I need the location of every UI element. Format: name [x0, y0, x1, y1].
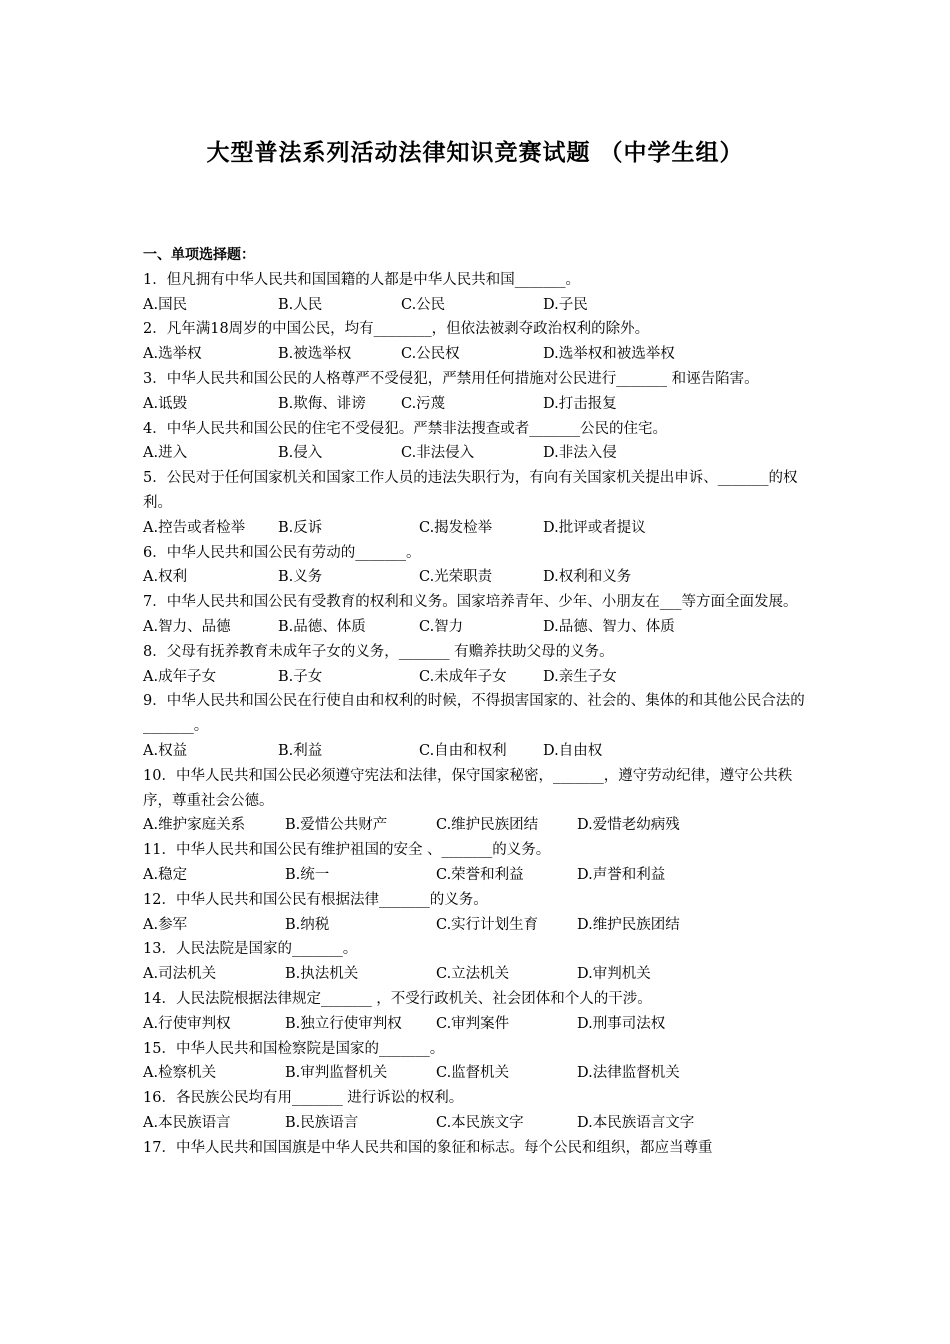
- option-b: B.欺侮、诽谤: [278, 395, 366, 412]
- option-a: A.参军: [143, 916, 188, 933]
- option-row: [143, 962, 813, 987]
- option-b: B.品德、体质: [278, 618, 366, 635]
- option-row: [143, 863, 813, 888]
- option-c: C.非法侵入: [401, 445, 475, 462]
- option-d: D.刑事司法权: [577, 1015, 666, 1032]
- option-d: D.审判机关: [577, 966, 651, 983]
- option-d: D.批评或者提议: [543, 519, 646, 536]
- option-a: A.维护家庭关系: [143, 817, 246, 834]
- option-c: C.揭发检举: [419, 519, 493, 536]
- question-text: 3．中华人民共和国公民的人格尊严不受侵犯，严禁用任何措施对公民进行_______ 和诬告陷害。: [143, 370, 759, 387]
- option-c: C.实行计划生育: [436, 916, 539, 933]
- option-d: D.声誉和利益: [577, 866, 666, 883]
- option-row: [143, 342, 813, 367]
- option-c: C.公民权: [401, 346, 460, 363]
- option-b: B.爱惜公共财产: [285, 817, 388, 834]
- option-c: C.审判案件: [436, 1015, 510, 1032]
- option-c: C.污蔑: [401, 395, 446, 412]
- option-b: B.义务: [278, 569, 323, 586]
- option-a: A.检察机关: [143, 1065, 217, 1082]
- option-c: C.智力: [419, 618, 464, 635]
- option-c: C.本民族文字: [436, 1114, 524, 1131]
- option-row: [143, 293, 813, 318]
- option-c: C.公民: [401, 296, 446, 313]
- question-text: 6．中华人民共和国公民有劳动的_______。: [143, 544, 421, 561]
- option-row: [143, 392, 813, 417]
- option-b: B.子女: [278, 668, 323, 685]
- option-row: [143, 516, 813, 541]
- question-text: 4．中华人民共和国公民的住宅不受侵犯。严禁非法搜查或者_______公民的住宅。: [143, 420, 667, 437]
- option-a: A.选举权: [143, 346, 202, 363]
- option-a: A.稳定: [143, 866, 188, 883]
- option-b: B.反诉: [278, 519, 323, 536]
- option-c: C.维护民族团结: [436, 817, 539, 834]
- option-a: A.诋毁: [143, 395, 188, 412]
- option-b: B.侵入: [278, 445, 323, 462]
- option-d: D.子民: [543, 296, 588, 313]
- question-text: 16．各民族公民均有用_______ 进行诉讼的权利。: [143, 1090, 464, 1107]
- option-row: [143, 1111, 813, 1136]
- option-c: C.荣誉和利益: [436, 866, 524, 883]
- option-row: [143, 665, 813, 690]
- option-d: D.本民族语言文字: [577, 1114, 695, 1131]
- question-text: 1．但凡拥有中华人民共和国国籍的人都是中华人民共和国_______。: [143, 271, 580, 288]
- question-text: 11．中华人民共和国公民有维护祖国的安全 、_______的义务。: [143, 842, 551, 859]
- question-text: 8．父母有抚养教育未成年子女的义务，_______ 有赡养扶助父母的义务。: [143, 643, 614, 660]
- option-b: B.民族语言: [285, 1114, 359, 1131]
- option-b: B.独立行使审判权: [285, 1015, 402, 1032]
- question-text: 5．公民对于任何国家机关和国家工作人员的违法失职行为，有向有关国家机关提出申诉、_______的权利。: [143, 470, 798, 511]
- section-heading: 一、单项选择题：: [143, 247, 255, 263]
- option-b: B.人民: [278, 296, 323, 313]
- option-a: A.行使审判权: [143, 1015, 231, 1032]
- option-b: B.统一: [285, 866, 330, 883]
- option-a: A.国民: [143, 296, 188, 313]
- option-row: [143, 615, 813, 640]
- question-text: 12．中华人民共和国公民有根据法律_______的义务。: [143, 891, 488, 908]
- option-c: C.自由和权利: [419, 742, 507, 759]
- option-d: D.维护民族团结: [577, 916, 680, 933]
- option-d: D.非法入侵: [543, 445, 617, 462]
- option-row: [143, 565, 813, 590]
- option-c: C.监督机关: [436, 1065, 510, 1082]
- question-text: 10．中华人民共和国公民必须遵守宪法和法律，保守国家秘密，_______，遵守劳动纪律，遵守公共秩序，尊重社会公德。: [143, 767, 793, 809]
- option-d: D.自由权: [543, 742, 603, 759]
- option-d: D.亲生子女: [543, 668, 617, 685]
- option-d: D.品德、智力、体质: [543, 618, 675, 635]
- question-text: 15．中华人民共和国检察院是国家的_______。: [143, 1040, 445, 1057]
- question-text: 17．中华人民共和国国旗是中华人民共和国的象征和标志。每个公民和组织，都应当尊重: [143, 1139, 713, 1156]
- option-b: B.利益: [278, 742, 323, 759]
- option-row: [143, 913, 813, 938]
- option-a: A.权益: [143, 742, 188, 759]
- option-c: C.未成年子女: [419, 668, 507, 685]
- question-text: 14．人民法院根据法律规定_______ ，不受行政机关、社会团体和个人的干涉。: [143, 990, 652, 1007]
- option-d: D.权利和义务: [543, 569, 632, 586]
- option-b: B.纳税: [285, 916, 330, 933]
- option-b: B.审判监督机关: [285, 1065, 388, 1082]
- question-text: 13．人民法院是国家的_______。: [143, 941, 358, 958]
- option-a: A.权利: [143, 569, 188, 586]
- option-d: D.法律监督机关: [577, 1065, 680, 1082]
- option-c: C.光荣职责: [419, 569, 493, 586]
- option-b: B.执法机关: [285, 966, 359, 983]
- option-row: [143, 739, 813, 764]
- option-a: A.成年子女: [143, 668, 217, 685]
- option-a: A.进入: [143, 445, 188, 462]
- option-row: [143, 1012, 813, 1037]
- option-a: A.智力、品德: [143, 618, 231, 635]
- option-c: C.立法机关: [436, 966, 510, 983]
- option-row: [143, 813, 813, 838]
- question-text: 2．凡年满18周岁的中国公民，均有________，但依法被剥夺政治权利的除外。: [143, 321, 650, 338]
- option-row: [143, 441, 813, 466]
- option-d: D.爱惜老幼病残: [577, 817, 680, 834]
- option-a: A.控告或者检举: [143, 519, 246, 536]
- option-d: D.选举权和被选举权: [543, 346, 675, 363]
- option-a: A.本民族语言: [143, 1114, 231, 1131]
- option-b: B.被选举权: [278, 346, 352, 363]
- page-title: 大型普法系列活动法律知识竞赛试题 （中学生组）: [206, 140, 744, 166]
- option-row: [143, 1061, 813, 1086]
- option-d: D.打击报复: [543, 395, 617, 412]
- option-a: A.司法机关: [143, 966, 217, 983]
- question-text: 9．中华人民共和国公民在行使自由和权利的时候，不得损害国家的、社会的、集体的和其他公民合法的_______。: [143, 693, 805, 735]
- question-list: [143, 243, 813, 1160]
- question-text: 7．中华人民共和国公民有受教育的权利和义务。国家培养青年、少年、小朋友在___等方面全面发展。: [143, 594, 798, 611]
